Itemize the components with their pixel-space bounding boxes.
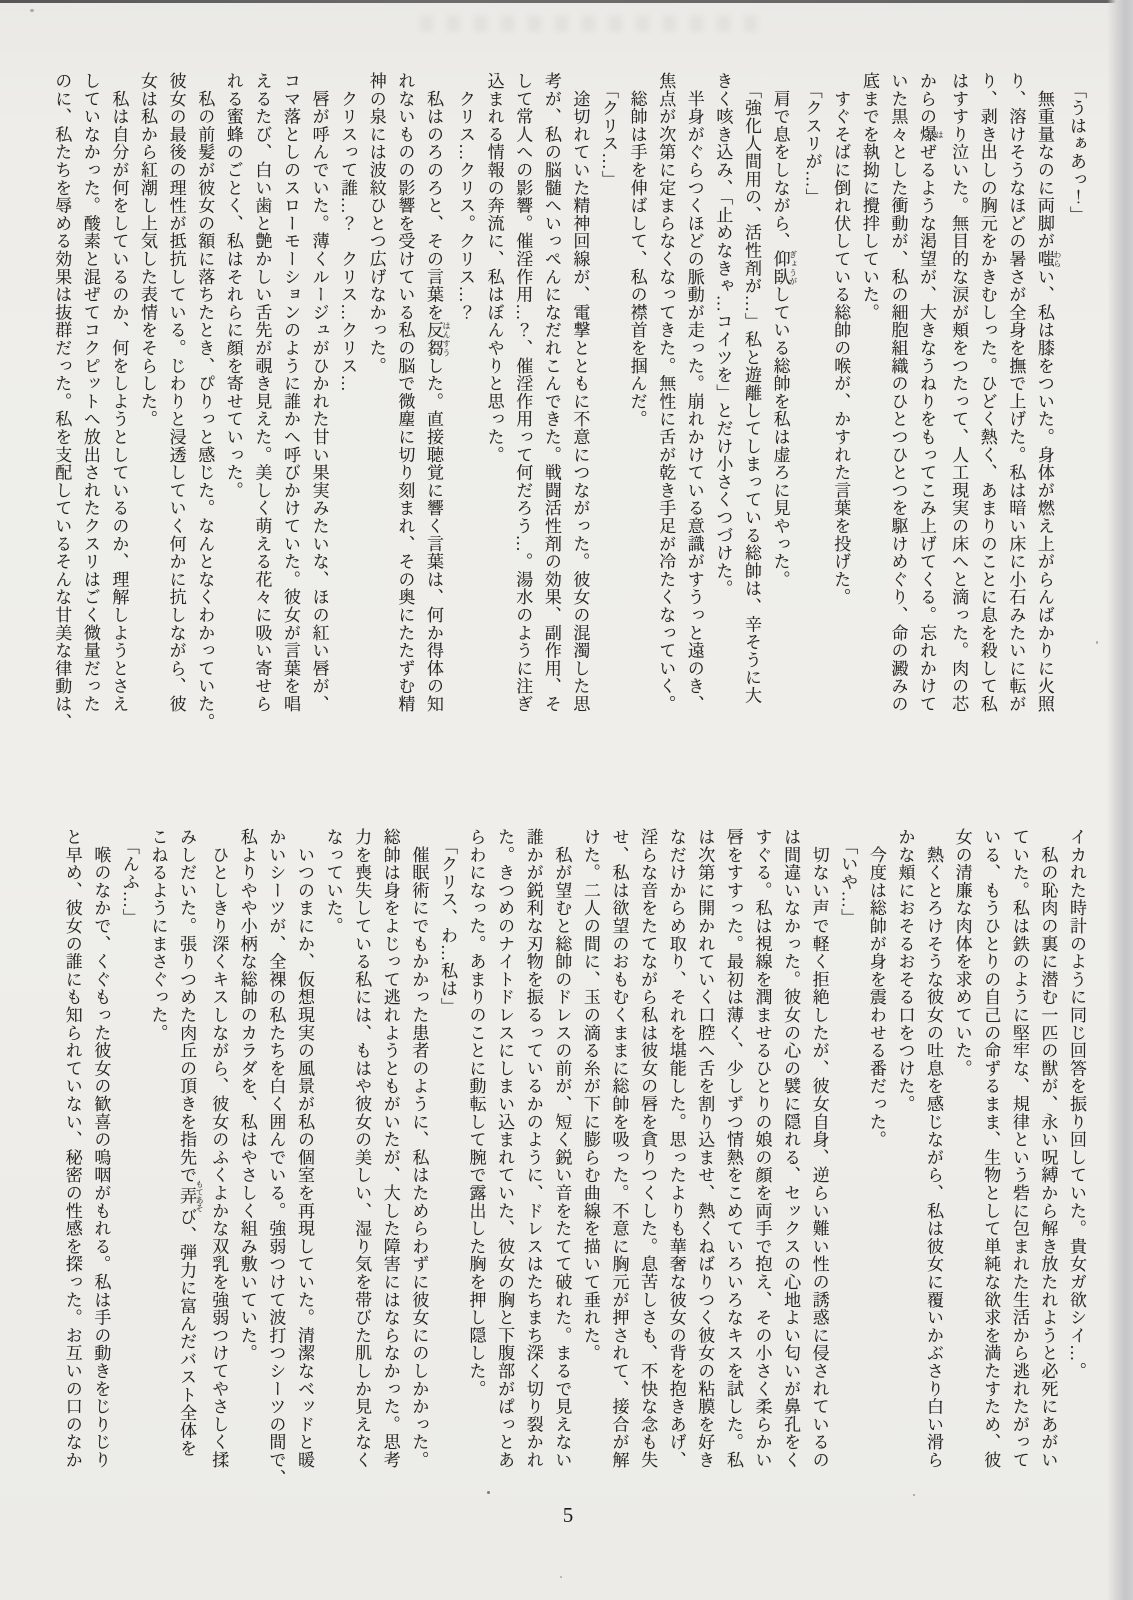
text-line: らわになった。あまりのことに動転して腕で露出した胸を押し隠した。 [466, 828, 486, 1398]
text-line: 私よりやや小柄な総帥のカラダを、私はやさしく組み敷いていた。 [237, 828, 257, 1362]
text-line: けた。二人の間に、玉の滴る糸が下に膨らむ曲線を描いて垂れた。 [580, 828, 600, 1362]
scan-speck [1096, 641, 1098, 644]
text-line: 半身がぐらつくほどの脈動が走った。崩れかけている意識がすうっと遠のき、 [684, 72, 704, 713]
text-line: いつのまにか、仮想現実の風景が私の個室を再現していた。清潔なベッドと暖 [294, 828, 314, 1469]
text-line: 「んふ…」 [119, 828, 139, 927]
text-line: イカれた時計のように同じ回答を振り回していた。貴女ガ欲シイ…。 [1067, 828, 1086, 1380]
text-line: からの爆 はぜるような渇望が、大きなうねりをもってこみ上げてくる。忘れかけて [917, 72, 945, 713]
text-line: いる、もうひとりの自己の命ずるまま、生物として単純な欲求を満たすため、彼 [981, 828, 1001, 1469]
text-line: 私は自分が何をしているのか、何をしようとしているのか、理解しようとさえ [109, 72, 129, 713]
text-line: いた黒々とした衝動が、私の細胞組織のひとつひとつを駆けめぐり、命の澱みの [888, 72, 908, 713]
text-line: 「クリス…」 [599, 72, 618, 189]
text-line: 「うはぁあっ！」 [1067, 72, 1086, 224]
text-line: 私はのろのろと、その言葉を反芻 はんすうした。直接聴覚に響く言葉は、何か得体の知 [423, 72, 451, 713]
text-line: 淫らな音をたてながら私は彼女の唇を貪りつくした。息苦しさも、不快な念も失 [638, 828, 658, 1469]
text-line: 力を喪失している私には、もはや彼女の美しい、湿り気を帯びた肌しか見えなく [352, 828, 372, 1469]
text-line: すぐそばに倒れ伏している総帥の喉が、かすれた言葉を投げた。 [831, 72, 851, 606]
text-block-bottom [57, 828, 1090, 1524]
text-line: 熱くとろけそうな彼女の吐息を感じながら、私は彼女に覆いかぶさり白い滑ら [924, 828, 944, 1469]
text-line: きく咳き込み、「止めなきゃ…コイツを」とだけ小さくつづけた。 [713, 72, 733, 598]
scan-speck [560, 1576, 562, 1578]
text-line: 無重量なのに両脚が嗤 わらい、私は膝をついた。身体が燃え上がらんばかりに火照 [1034, 72, 1062, 713]
text-line: は間違いなかった。彼女の心の襞に隠れる、セックスの心地よい匂いが鼻孔をく [781, 828, 801, 1469]
text-line: り、溶けそうなほどの暑さが全身を撫で上げた。私は暗い床に小石みたいに転が [1006, 72, 1026, 713]
text-line: ていた。私は鉄のように堅牢な、規律という砦に包まれた生活から逃れたがって [1009, 828, 1029, 1469]
text-line: のに、私たちを辱める効果は抜群だった。私を支配しているそんな甘美な律動は、 [52, 72, 72, 731]
text-line: 誰かが鋭利な刃物を振るっているかのように、ドレスはたちまち深く切り裂かれ [523, 828, 543, 1469]
text-line: れないものの影響を受けている私の脳で微塵に切り刻まれ、その奥にたたずむ精 [395, 72, 415, 713]
text-line: なっていた。 [323, 828, 343, 935]
text-line: 今度は総帥が身を震わせる番だった。 [866, 828, 886, 1149]
scan-speck [487, 1491, 490, 1494]
text-line: 神の泉には波紋ひとつ広げなかった。 [366, 72, 386, 375]
scan-speck [913, 1494, 915, 1496]
text-line: みしだいた。張りつめた肉丘の頂きを指先で弄 もてあそび、弾力に富んだバスト全体を [177, 828, 205, 1458]
scan-top-edge [0, 0, 1133, 3]
text-line: 「クスリが…」 [802, 72, 822, 206]
text-line: 催眠術にでもかかった患者のように、私はためらわずに彼女にのしかかった。 [409, 828, 429, 1469]
text-line: 肩で息をしながら、仰臥 ぎょうがしている総帥を私は虚ろに見やった。 [770, 72, 798, 589]
text-line: 唇をすすった。最初は薄く、少しずつ情熱をこめていろいろなキスを試した。私 [723, 828, 743, 1469]
text-line: ひとしきり深くキスしながら、彼女のふくよかな双乳を強弱つけてやさしく揉 [209, 828, 229, 1469]
text-line: 考が、私の脳髄へいっぺんになだれこんできた。戦闘活性剤の効果、副作用、そ [541, 72, 561, 713]
text-line: は次第に開かれていく口腔へ舌を割り込ませ、熱くねばりつく彼女の粘膜を好き [695, 828, 715, 1469]
text-line: 込まれる情報の奔流に、私はぼんやりと思った。 [484, 72, 504, 464]
text-line: れる蜜蜂のごとく、私はそれらに顔を寄せていった。 [223, 72, 243, 500]
text-line: えるたび、白い歯と艶かしい舌先が覗き見えた。美しく萌える花々に吸い寄せら [252, 72, 272, 713]
text-line: 私が望むと総帥のドレスの前が、短く鋭い音をたてて破れた。まるで見えない [552, 828, 572, 1469]
text-line: こねるようにまさぐった。 [148, 828, 168, 1042]
page-number: 5 [562, 1503, 574, 1527]
text-line: なだけからめ取り、それを堪能した。思ったよりも華奢な彼女の背を抱きあげ、 [666, 828, 686, 1469]
text-line: 途切れていた精神回線が、電撃とともに不意につながった。彼女の混濁した思 [570, 72, 590, 713]
text-line: 「強化人間用の、活性剤が…」私と遊離してしまっている総帥は、辛そうに大 [741, 72, 761, 705]
text-line: 私の恥肉の裏に潜む一匹の獣が、永い呪縛から解き放たれようと必死にあがい [1038, 828, 1058, 1469]
text-line: 唇が呼んでいた。薄くルージュがひかれた甘い果実みたいな、ほの紅い唇が、 [309, 72, 329, 713]
text-line: 総帥は身をよじって逃れようともがいたが、大した障害にはならなかった。思考 [380, 828, 400, 1469]
text-line: 喉のなかで、くぐもった彼女の歓喜の嗚咽がもれる。私は手の動きをじりじり [91, 828, 111, 1469]
text-line: り、剥き出しの胸元をかきむしった。ひどく熱く、あまりのことに息を殺して私 [977, 72, 997, 713]
text-line: かな頬におそるおそる口をつけた。 [895, 828, 915, 1113]
text-line: た。きつめのナイトドレスにしまい込まれていた、彼女の胸と下腹部がぱっとあ [495, 828, 515, 1469]
text-line: 切ない声で軽く拒絶したが、彼女自身、逆らい難い性の誘惑に侵されているの [809, 828, 829, 1469]
text-line: 「クリス、わ…私は」 [437, 828, 457, 1016]
text-line: せ、私は欲望のおもむくままに総帥を吸った。不意に胸元が押されて、接合が解 [609, 828, 629, 1469]
bleed-through-text [420, 16, 760, 32]
text-line: 私の前髪が彼女の額に落ちたとき、ぴりっと感じた。なんとなくわかっていた。 [195, 72, 215, 731]
text-line: 「いや…」 [838, 828, 858, 927]
text-line: 焦点が次第に定まらなくなってきた。無性に舌が乾き手足が冷たくなっていく。 [656, 72, 676, 713]
text-line: 総帥は手を伸ばして、私の襟首を掴んだ。 [627, 72, 647, 428]
text-line: 彼女の最後の理性が抵抗している。じわりと浸透していく何かに抗しながら、彼 [166, 72, 186, 713]
text-line: かいシーツが、全裸の私たちを白く囲んでいる。強弱つけて波打つシーツの間で、 [266, 828, 286, 1487]
text-line: はすすり泣いた。無目的な涙が頬をつたって、人工現実の床へと滴った。肉の芯 [949, 72, 969, 713]
scan-speck [30, 9, 34, 12]
text-line: 底までを執拗に攪拌していた。 [859, 72, 879, 322]
text-line: 女の清廉な肉体を求めていた。 [952, 828, 972, 1078]
text-line: すぐる。私は視線を潤ませるひとりの娘の顔を両手で抱え、その小さく柔らかい [752, 828, 772, 1469]
text-line: して常人への影響。催淫作用…？、催淫作用って何だろう…。湯水のように注ぎ [513, 72, 533, 713]
text-line: コマ落としのスローモーションのように誰かへ呼びかけていた。彼女が言葉を唱 [280, 72, 300, 713]
text-line: と早め、彼女の誰にも知られていない、秘密の性感を探った。お互いの口のなか [62, 828, 82, 1469]
text-line: クリスって誰…？ クリス…クリス… [338, 72, 358, 393]
text-line: 女は私から紅潮し上気した表情をそらした。 [138, 72, 157, 428]
text-line: クリス…クリス。クリス…？ [456, 72, 476, 322]
text-block-top [47, 72, 1090, 768]
text-line: していなかった。酸素と混ぜてコクピットへ放出されたクスリはごく微量だった [80, 72, 100, 713]
scan-right-shadow [1107, 0, 1133, 1600]
